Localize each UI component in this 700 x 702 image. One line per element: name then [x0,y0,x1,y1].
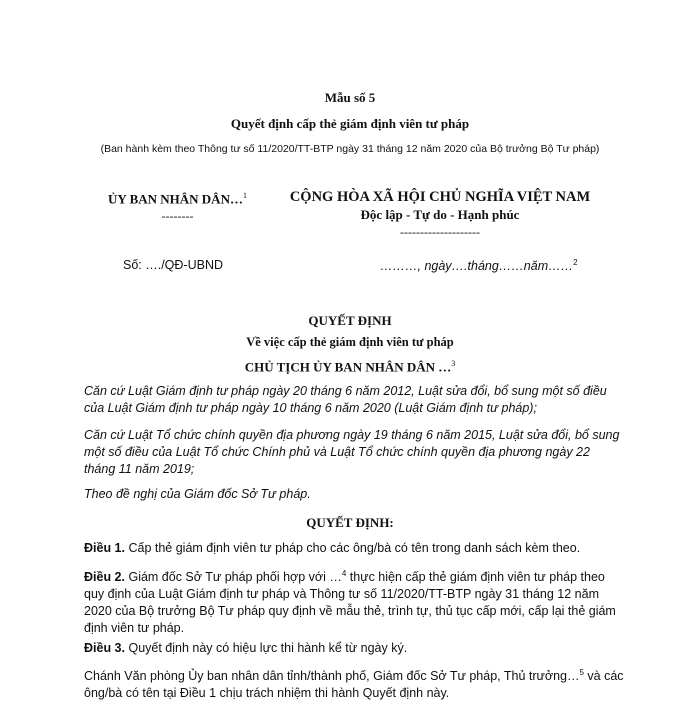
legal-basis-2: Căn cứ Luật Tổ chức chính quyền địa phương ngày 19 tháng 6 năm 2015, Luật sửa đổi, bổ sung một số điều của Luật Tổ chức Chính phủ và Luật Tổ chức chính quyền địa phương ngày 22 tháng 11 năm 2019; [84,428,620,476]
decision-title: QUYẾT ĐỊNH [308,313,392,328]
footnote-ref-4: 4 [341,569,347,578]
nation-title: CỘNG HÒA XÃ HỘI CHỦ NGHĨA VIỆT NAM [289,189,591,205]
chair-text: CHỦ TỊCH ỦY BAN NHÂN DÂN … [244,359,452,375]
footnote-ref-2: 2 [573,258,578,267]
committee-name [95,191,260,207]
article-3-label: Điều 3. [84,641,125,655]
national-motto: Độc lập - Tự do - Hạnh phúc [360,207,520,222]
chair-title [0,359,700,375]
closing-text-1: Chánh Văn phòng Ủy ban nhân dân tỉnh/thành phố, Giám đốc Sở Tư pháp, Thủ trưởng… [84,669,580,684]
date-text: ………, ngày….tháng……năm…… [380,259,574,274]
article-1 [84,540,624,557]
proposal-line: Theo đề nghị của Giám đốc Sở Tư pháp. [84,487,311,501]
legal-basis-1: Căn cứ Luật Giám định tư pháp ngày 20 tháng 6 năm 2012, Luật sửa đổi, bổ sung một số điều của Luật Giám định tư pháp ngày 10 tháng 6 năm 2020 (Luật Giám định tư pháp); [84,384,607,415]
closing-text-2: và các ông/bà có tên tại Điều 1 chịu trách nhiệm thi hành Quyết định này. [84,669,624,701]
footnote-ref-5: 5 [579,668,584,677]
date-line [380,258,578,273]
form-number: Mẫu số 5 [324,90,376,105]
article-2-label: Điều 2. [84,570,125,585]
footnote-ref-1: 1 [242,191,247,200]
article-1-label: Điều 1. [84,541,125,555]
article-2 [84,565,624,637]
document-number: Số: …./QĐ-UBND [123,258,224,272]
article-1-text: Cấp thẻ giám định viên tư pháp cho các ông/bà có tên trong danh sách kèm theo. [125,541,581,555]
decides-heading: QUYẾT ĐỊNH: [306,515,394,530]
closing-paragraph [84,664,624,702]
footnote-ref-3: 3 [451,359,456,368]
article-2-text-1: Giám đốc Sở Tư pháp phối hợp với … [125,570,342,585]
article-2-text-2: thực hiện cấp thẻ giám định viên tư pháp theo quy định của Luật Giám định tư pháp và Thông tư số 11/2020/TT-BTP ngày 31 tháng 12 năm 2020 của Bộ trưởng Bộ Tư pháp quy định về mẫu thẻ, trình tự, thủ tục cấp mới, cấp lại thẻ giám định viên tư pháp. [84,570,616,636]
issued-note: (Ban hành kèm theo Thông tư số 11/2020/TT-BTP ngày 31 tháng 12 năm 2020 của Bộ trưởng Bộ Tư pháp) [100,143,600,155]
committee-text: ỦY BAN NHÂN DÂN… [108,191,243,207]
form-title: Quyết định cấp thẻ giám định viên tư pháp [230,116,470,131]
article-3 [84,640,624,657]
left-divider: -------- [161,209,194,223]
decision-subject: Về việc cấp thẻ giám định viên tư pháp [246,335,454,349]
right-divider: -------------------- [400,225,480,239]
article-3-text: Quyết định này có hiệu lực thi hành kể từ ngày ký. [125,641,408,655]
